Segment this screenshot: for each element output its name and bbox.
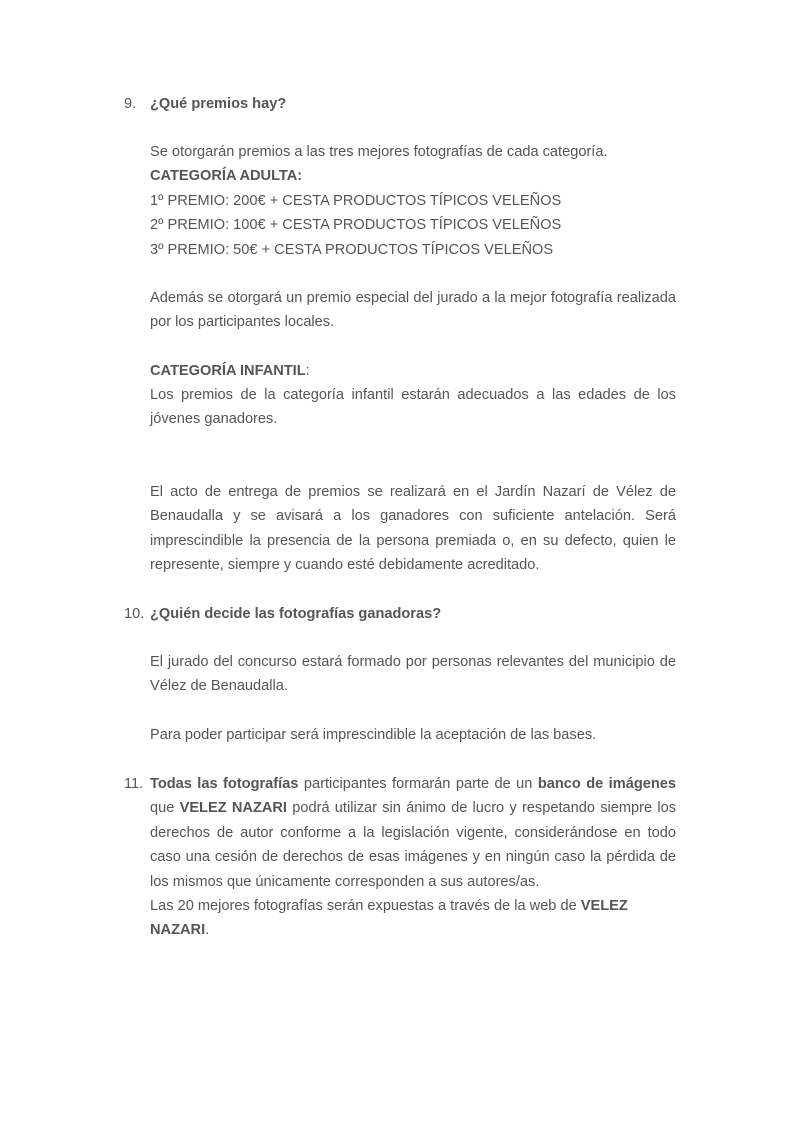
prizes-intro-text: Se otorgarán premios a las tres mejores fotografías de cada categoría. [150,144,608,160]
exhibition-bold: VELEZ NAZARI [150,898,628,939]
prize-line-2: 2º PREMIO: 100€ + CESTA PRODUCTOS TÍPICOS VELEÑOS [150,217,562,234]
prize-line-1: 1º PREMIO: 200€ + CESTA PRODUCTOS TÍPICOS VELEÑOS [150,192,562,209]
exhibition-text: Las 20 mejores fotografías serán expuestas a través de la web de [150,898,581,914]
image-bank-bold-2: banco de imágenes [537,776,676,792]
exhibition-period: . [205,922,210,939]
child-category-heading: CATEGORÍA INFANTIL [150,363,306,379]
image-bank-text-1: participantes formarán parte de un [298,776,538,792]
image-bank-bold-3: VELEZ NAZARI [179,800,287,817]
image-bank-paragraph [150,772,676,894]
prize-line-3: 3º PREMIO: 50€ + CESTA PRODUCTOS TÍPICOS VELEÑOS [150,241,554,258]
section-11-number: 11. [124,776,144,792]
section-10-title: ¿Quién decide las fotografías ganadoras? [150,606,442,622]
section-9-title: ¿Qué premios hay? [150,96,287,112]
child-category-paragraph: Los premios de la categoría infantil estarán adecuados a las edades de los jóvenes ganadores. [150,387,676,428]
image-bank-text-3: podrá utilizar sin ánimo de lucro y respetando siempre los derechos de autor conforme a la legislación vigente, considerándose en todo caso una cesión de derechos de esas imágenes y en ningún caso la pérdida de los mismos que únicamente corresponden a sus autores/as. [150,800,677,890]
image-bank-bold-1: Todas las fotografías [150,776,299,792]
section-10-number: 10. [124,606,145,622]
special-prize-paragraph: Además se otorgará un premio especial del jurado a la mejor fotografía realizada por los participantes locales. [150,290,676,331]
section-9-number: 9. [124,96,137,112]
child-category [150,359,676,383]
image-bank-text-2: que [150,800,180,817]
prizes-intro [150,140,676,262]
exhibition-paragraph [150,894,676,943]
jury-paragraph: El jurado del concurso estará formado por personas relevantes del municipio de Vélez de Benaudalla. [150,654,676,695]
acceptance-paragraph: Para poder participar será imprescindible la aceptación de las bases. [150,727,597,743]
child-category-colon: : [305,363,310,379]
adult-category-heading: CATEGORÍA ADULTA: [150,168,303,185]
ceremony-paragraph: El acto de entrega de premios se realizará en el Jardín Nazarí de Vélez de Benaudalla y se avisará a los ganadores con suficiente antelación. Será imprescindible la presencia de la persona premiada o, en su defecto, quien le represente, siempre y cuando esté debidamente acreditado. [150,484,676,574]
